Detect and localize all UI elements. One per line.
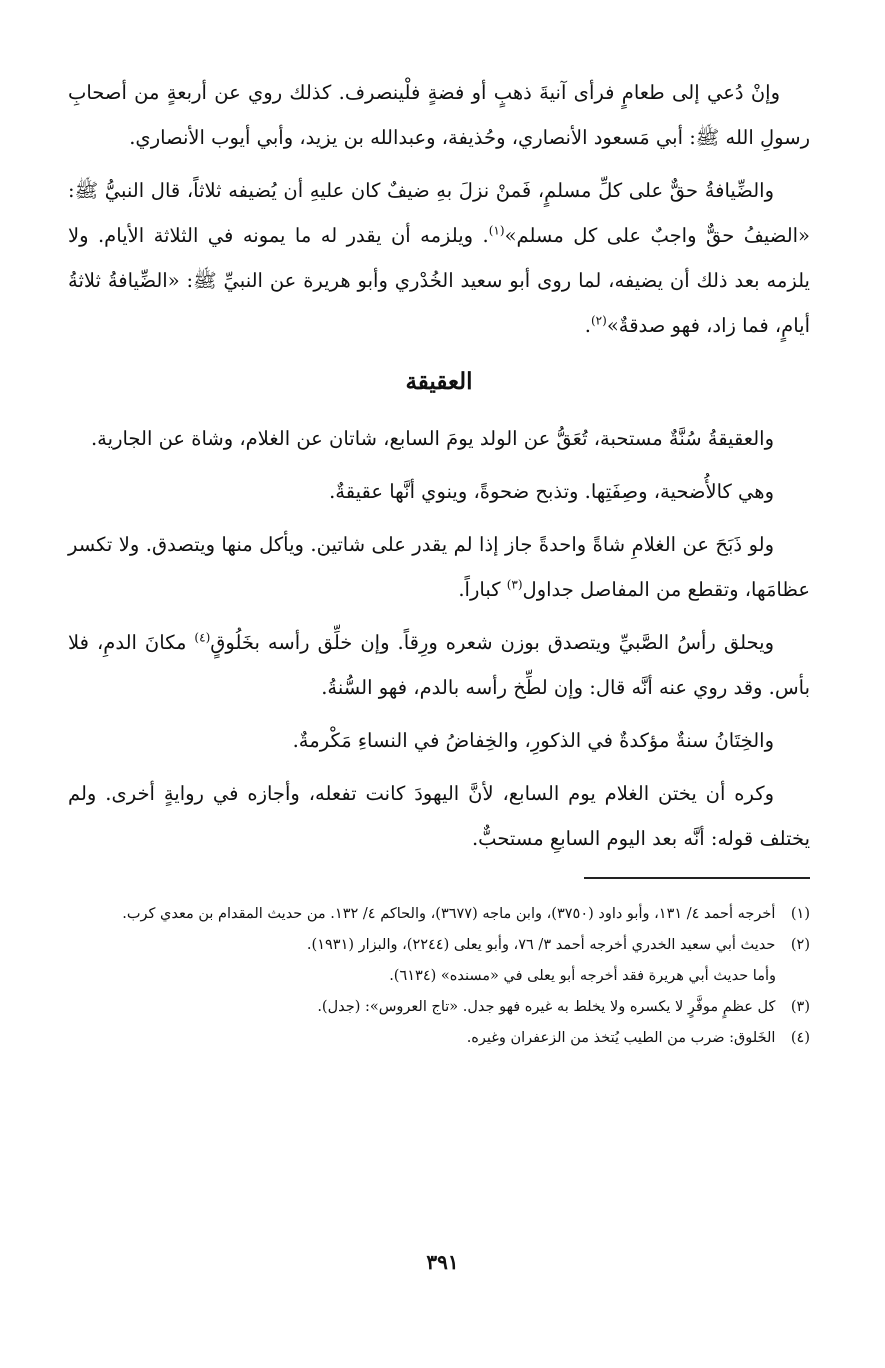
paragraph-gold-vessels: وإنْ دُعي إلى طعامٍ فرأى آنيةَ ذهبٍ أو فضةٍ فلْينصرف. كذلك روي عن أربعةٍ من أصحابِ رسولِ الله ﷺ: أبي مَسعود الأنصاري، وحُذيفة، وعبدالله بن يزيد، وأبي أيوب الأنصاري.	[68, 81, 810, 149]
paragraph-shave-head	[68, 620, 810, 710]
footnote-ref-4: (٤)	[194, 630, 211, 645]
footnote-text: حديث أبي سعيد الخدري أخرجه أحمد ٣/ ٧٦، وأبو يعلى (٢٢٤٤)، والبزار (١٩٣١).	[306, 937, 776, 953]
book-page	[68, 70, 810, 1054]
one-sheep-text-1: ولو ذَبَحَ عن الغلامِ شاةً واحدةً جاز إذا لم يقدر على شاتين. ويأكل منها ويتصدق. ولا تكسر عظامَها، وتقطع من المفاصل جداول	[68, 533, 810, 601]
footnote-separator	[584, 877, 810, 879]
shave-head-text-2: مكانَ الدمِ، فلا بأس. وقد روي عنه أنَّه قال: وإن لطِّخ رأسه بالدم، فهو السُّنةُ.	[68, 631, 810, 699]
footnote-ref-3: (٣)	[506, 577, 523, 592]
one-sheep-text-2: كباراً.	[458, 578, 507, 601]
hospitality-text-3: .	[584, 314, 591, 337]
paragraph-hospitality	[68, 168, 810, 348]
page-number: ٣٩١	[426, 1250, 459, 1274]
footnote-text: وأما حديث أبي هريرة فقد أخرجه أبو يعلى في «مسنده» (٦١٣٤).	[389, 968, 776, 984]
paragraph-one-sheep	[68, 522, 810, 612]
footnote-number: (٣)	[790, 999, 810, 1015]
shave-head-text-1: ويحلق رأسُ الصَّبيِّ ويتصدق بوزن شعره ورِقاً. وإن خلِّق رأسه بخَلُوقٍ	[210, 631, 774, 654]
footnote-ref-1: (١)	[488, 223, 505, 238]
footnote-3	[68, 992, 810, 1023]
paragraph-like-udhiya: وهي كالأُضحية، وصِفَتِها. وتذبح ضحوةً، وينوي أنَّها عقيقةٌ.	[329, 480, 774, 503]
footnote-ref-2: (٢)	[590, 313, 607, 328]
footnote-4	[68, 1023, 810, 1054]
footnote-number: (٤)	[790, 1030, 810, 1046]
section-heading-aqiqa: العقيقة	[405, 368, 473, 395]
footnotes	[68, 899, 810, 1054]
footnote-number: (٢)	[790, 937, 810, 953]
paragraph-aqiqa-sunnah: والعقيقةُ سُنَّةٌ مستحبة، تُعَقُّ عن الولد يومَ السابع، شاتان عن الغلام، وشاة عن الجارية.	[90, 427, 774, 450]
footnote-number: (١)	[790, 906, 810, 922]
paragraph-circumcision: والخِتَانُ سنةٌ مؤكدةٌ في الذكورِ، والخِفاضُ في النساءِ مَكْرمةٌ.	[292, 729, 774, 752]
footnote-1	[68, 899, 810, 930]
footnote-2-continued	[68, 961, 810, 992]
footnote-text: الخَلوق: ضرب من الطيب يُتخذ من الزعفران وغيره.	[466, 1030, 776, 1046]
footnote-2	[68, 930, 810, 961]
footnote-text: أخرجه أحمد ٤/ ١٣١، وأبو داود (٣٧٥٠)، وابن ماجه (٣٦٧٧)، والحاكم ٤/ ١٣٢. من حديث المقدام بن معدي كرب.	[122, 906, 776, 922]
hospitality-text-2: . ويلزمه أن يقدر له ما يمونه في الثلاثة الأيام. ولا يلزمه بعد ذلك أن يضيفه، لما روى أبو سعيد الخُدْري وأبو هريرة عن النبيِّ ﷺ: «الضِّيافةُ ثلاثةُ أيامٍ، فما زاد، فهو صدقةٌ»	[68, 224, 810, 337]
hospitality-text-1: والضِّيافةُ حقٌّ على كلِّ مسلمٍ، فَمنْ نزلَ بهِ ضيفٌ كان عليهِ أن يُضيفه ثلاثاً، قال النبيُّ ﷺ: «الضيفُ حقٌّ واجبٌ على كل مسلم»	[68, 179, 810, 247]
paragraph-seventh-day: وكره أن يختن الغلام يوم السابع، لأنَّ اليهودَ كانت تفعله، وأجازه في روايةٍ أخرى. ولم يختلف قوله: أنَّه بعد اليوم السابعِ مستحبٌّ.	[68, 782, 810, 850]
footnote-text: كل عظمٍ موفَّرٍ لا يكسره ولا يخلط به غيره فهو جدل. «تاج العروس»: (جدل).	[317, 999, 776, 1015]
